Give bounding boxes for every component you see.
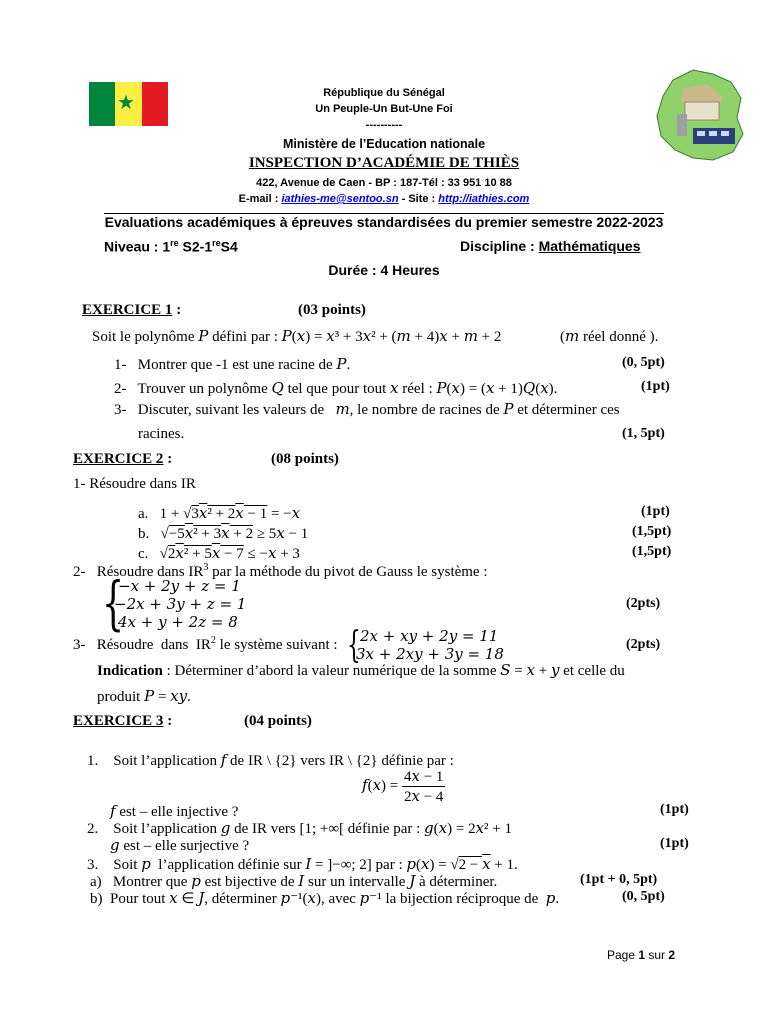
ex3-points: (04 points) (244, 713, 312, 729)
header-republic: République du Sénégal (323, 87, 445, 99)
ex2-q3-pts: (2pts) (626, 637, 661, 652)
ex1-intro: Soit le polynôme P défini par : P(x) = x³ + 3x² + (m + 4)x + m + 2 (92, 327, 502, 345)
niveau: Niveau : 1re S2-1reS4 (104, 238, 238, 255)
email-label: E-mail : (238, 193, 282, 205)
ex2-q1-b-pts: (1,5pt) (632, 524, 672, 539)
ex1-item-1: 1- Montrer que -1 est une racine de P. (114, 355, 351, 373)
ex1-intro-note: (m réel donné ). (560, 327, 659, 345)
ex2-q1-b: b. √−5x² + 3x + 2 ≥ 5x − 1 (138, 524, 309, 542)
ex3-q1-pts: (1pt) (660, 802, 689, 817)
exam-title: Evaluations académiques à épreuves standardisées du premier semestre 2022-2023 (104, 214, 664, 230)
ex2-q3-brace: { (347, 625, 361, 666)
ex2-points: (08 points) (271, 451, 339, 467)
ex3-q2-question: g est – elle surjective ? (110, 836, 250, 854)
ex2-q1-c: c. √2x² + 5x − 7 ≤ −x + 3 (138, 544, 300, 562)
site-link[interactable]: http://iathies.com (438, 193, 530, 205)
ex1-item-1-pts: (0, 5pt) (622, 355, 665, 370)
ex3-q3a-pts: (1pt + 0, 5pt) (580, 872, 658, 887)
ex1-points: (03 points) (298, 302, 366, 318)
ex2-q3-eq2: 3x + 2xy + 3y = 18 (356, 645, 504, 663)
flag-star-icon: ★ (117, 92, 135, 114)
ex2-q3-eq1: 2x + xy + 2y = 11 (360, 627, 499, 645)
ex2-q2-pts: (2pts) (626, 596, 661, 611)
ex3-q1: 1. Soit l’application f de IR \ {2} vers IR \ {2} définie par : (87, 751, 454, 769)
header-inspection: INSPECTION D’ACADÉMIE DE THIÈS (248, 155, 520, 171)
ex2-q1-a: a. 1 + √3x² + 2x − 1 = −x (138, 504, 301, 522)
page-number: Page 1 sur 2 (607, 948, 676, 962)
ex3-q2: 2. Soit l’application g de IR vers [1; +∞[ définie par : g(x) = 2x² + 1 (87, 819, 513, 837)
ex2-q1-c-pts: (1,5pt) (632, 544, 672, 559)
ex3-title: EXERCICE 3 : (73, 713, 173, 729)
ex2-title: EXERCICE 2 : (73, 451, 173, 467)
ex3-q3b: b) Pour tout x ∈ J, déterminer p⁻¹(x), avec p⁻¹ la bijection réciproque de p. (90, 889, 560, 907)
duration: Durée : 4 Heures (328, 262, 440, 278)
header-address: 422, Avenue de Caen - BP : 187-Tél : 33 951 10 88 (256, 177, 512, 189)
ex1-item-3-cont: racines. (138, 426, 185, 442)
site-label: - Site : (398, 193, 439, 205)
ex2-q2-eq3: 4x + y + 2z = 8 (118, 613, 238, 631)
ex1-item-2-pts: (1pt) (641, 379, 670, 394)
header-ministry: Ministère de l’Education nationale (282, 137, 486, 151)
ex3-q3a: a) Montrer que p est bijective de I sur un intervalle J à déterminer. (90, 872, 498, 890)
ex1-item-3-pts: (1, 5pt) (622, 426, 665, 441)
ex2-q2-brace: { (102, 569, 125, 637)
ex2-indication-cont: produit P = xy. (97, 687, 191, 705)
header-motto: Un Peuple-Un But-Une Foi (315, 103, 453, 115)
ex3-q1-formula: f(x) = $\frac{4x - 1}{2x - 4}$ (362, 767, 444, 805)
discipline-label: Discipline : (460, 238, 539, 254)
ex3-q2-pts: (1pt) (660, 836, 689, 851)
ex3-q1-question: f est – elle injective ? (110, 802, 239, 820)
ex2-q1: 1- Résoudre dans IR (73, 476, 196, 492)
ex2-q3: 3- Résoudre dans $IR^2$ le système suivant : (73, 635, 338, 653)
ex3-q3b-pts: (0, 5pt) (622, 889, 665, 904)
ex3-q3: 3. Soit p l’application définie sur I = ]−∞; 2] par : p(x) = √2 − x + 1. (87, 855, 518, 873)
ex1-title: EXERCICE 1 : (82, 302, 182, 318)
header-contact (0, 193, 768, 205)
ex2-indication: Indication : Déterminer d’abord la valeur numérique de la somme S = x + y et celle du (97, 661, 625, 679)
header-dashes: ---------- (365, 119, 403, 131)
discipline (460, 238, 641, 254)
ex2-q2-eq2: −2x + 3y + z = 1 (114, 595, 247, 613)
ex2-q1-a-pts: (1pt) (641, 504, 670, 519)
ex2-q2-eq1: −x + 2y + z = 1 (118, 577, 241, 595)
ex1-item-2: 2- Trouver un polynôme Q tel que pour tout x réel : P(x) = (x + 1)Q(x). (114, 379, 558, 397)
email-link[interactable]: iathies-me@sentoo.sn (281, 193, 399, 205)
ex1-item-3: 3- Discuter, suivant les valeurs de m, le nombre de racines de P et déterminer ces (114, 400, 620, 418)
discipline-value: Mathématiques (538, 238, 641, 254)
ex2-q2: 2- Résoudre dans $IR^3$ par la méthode du pivot de Gauss le système : (73, 562, 488, 580)
